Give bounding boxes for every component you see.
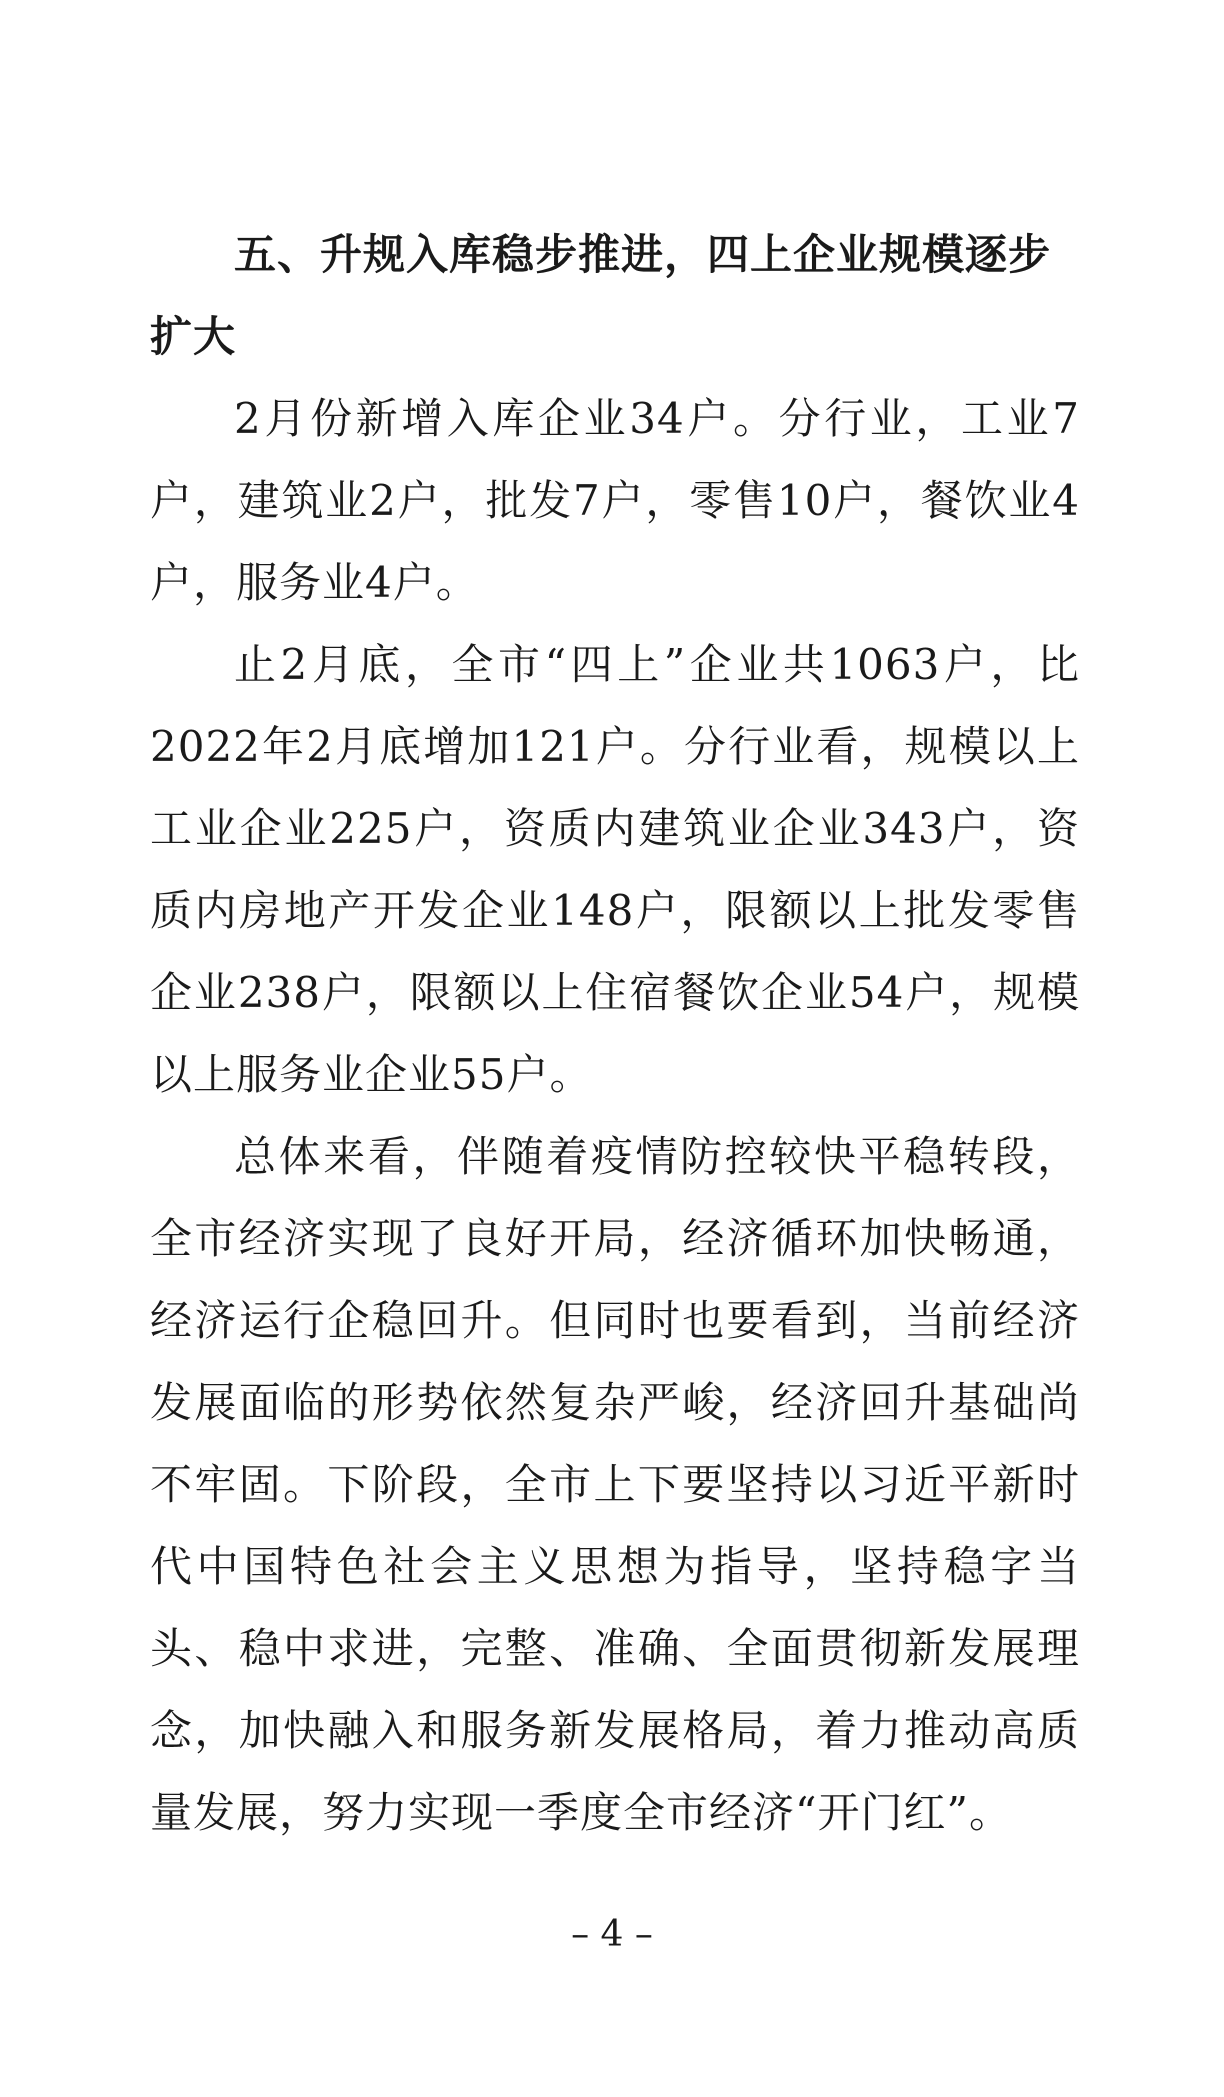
- paragraph-new-enterprises: 2月份新增入库企业34户。分行业，工业7户，建筑业2户，批发7户，零售10户，餐饮业4户，服务业4户。: [150, 394, 1080, 607]
- document-body: [150, 214, 1080, 1854]
- paragraph-enterprise-totals: 止2月底，全市“四上”企业共1063户，比2022年2月底增加121户。分行业看，规模以上工业企业225户，资质内建筑业企业343户，资质内房地产开发企业148户，限额以上批发零售企业238户，限额以上住宿餐饮企业54户，规模以上服务业企业55户。: [150, 640, 1080, 1099]
- section-heading: 五、升规入库稳步推进，四上企业规模逐步扩大: [150, 230, 1052, 361]
- page-number: – 4 –: [571, 1914, 653, 1955]
- paragraph-summary: 总体来看，伴随着疫情防控较快平稳转段，全市经济实现了良好开局，经济循环加快畅通，经济运行企稳回升。但同时也要看到，当前经济发展面临的形势依然复杂严峻，经济回升基础尚不牢固。下阶段，全市上下要坚持以习近平新时代中国特色社会主义思想为指导，坚持稳字当头、稳中求进，完整、准确、全面贯彻新发展理念，加快融入和服务新发展格局，着力推动高质量发展，努力实现一季度全市经济“开门红”。: [150, 1132, 1080, 1837]
